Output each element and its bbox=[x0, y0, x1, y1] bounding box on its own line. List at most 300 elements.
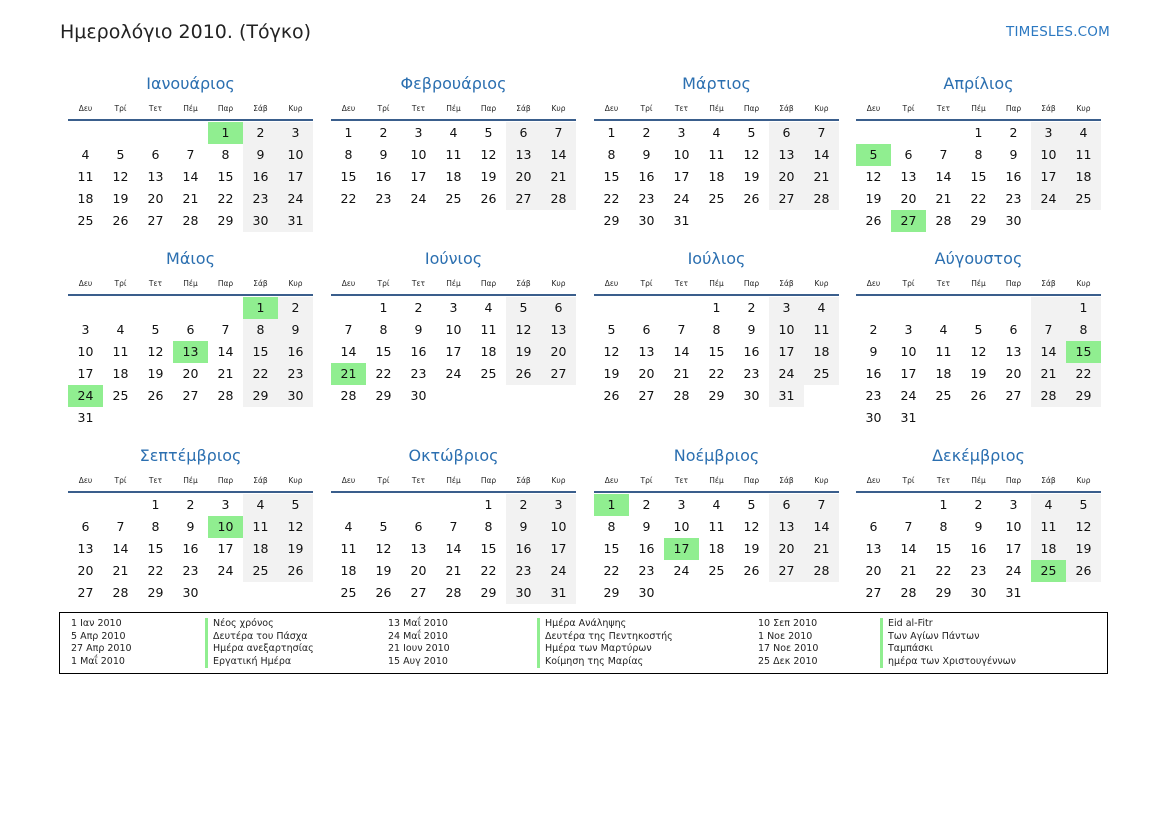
empty-cell bbox=[68, 297, 103, 319]
day-cell: 16 bbox=[278, 341, 313, 363]
day-cell: 17 bbox=[1005, 541, 1022, 556]
weekday-label: Σάβ bbox=[253, 475, 268, 485]
day-cell: 20 bbox=[182, 366, 199, 381]
weekday-label: Τετ bbox=[148, 278, 163, 288]
month-name: Μάρτιος bbox=[682, 74, 751, 93]
weekday-header bbox=[594, 472, 839, 488]
holiday-day-cell: 1 bbox=[594, 494, 629, 516]
empty-cell bbox=[243, 582, 278, 604]
day-cell: 21 bbox=[182, 191, 199, 206]
day-cell: 16 bbox=[506, 538, 541, 560]
day-cell: 24 bbox=[673, 191, 690, 206]
day-cell: 26 bbox=[278, 560, 313, 582]
day-cell: 30 bbox=[278, 385, 313, 407]
day-cell: 27 bbox=[410, 585, 427, 600]
holiday-name: Ημέρα Ανάληψης bbox=[537, 618, 626, 631]
empty-cell bbox=[208, 407, 243, 429]
day-cell: 14 bbox=[804, 144, 839, 166]
empty-cell bbox=[173, 407, 208, 429]
month-name: Φεβρουάριος bbox=[400, 74, 507, 93]
holiday-day-cell: 1 bbox=[243, 297, 278, 319]
day-cell: 23 bbox=[375, 191, 392, 206]
day-grid bbox=[594, 122, 839, 232]
empty-cell bbox=[804, 385, 839, 407]
month-name: Δεκέμβριος bbox=[932, 446, 1025, 465]
day-cell: 29 bbox=[243, 385, 278, 407]
weekday-label: Τρί bbox=[114, 475, 127, 485]
site-link[interactable]: TIMESLES.COM bbox=[1006, 24, 1110, 40]
empty-cell bbox=[734, 210, 769, 232]
day-cell: 20 bbox=[77, 563, 94, 578]
day-cell: 16 bbox=[182, 541, 199, 556]
day-cell: 18 bbox=[708, 169, 725, 184]
day-cell: 29 bbox=[1066, 385, 1101, 407]
legend-row bbox=[388, 630, 673, 644]
day-cell: 29 bbox=[375, 388, 392, 403]
day-cell: 24 bbox=[541, 560, 576, 582]
weekday-header bbox=[594, 275, 839, 291]
day-cell: 23 bbox=[638, 191, 655, 206]
day-cell: 31 bbox=[77, 410, 94, 425]
day-cell: 9 bbox=[747, 322, 756, 337]
day-cell: 4 bbox=[939, 322, 948, 337]
legend-row bbox=[388, 655, 644, 669]
day-cell: 7 bbox=[449, 519, 458, 534]
day-cell: 11 bbox=[445, 147, 462, 162]
month-name: Μάιος bbox=[166, 249, 215, 268]
holiday-name: Νέος χρόνος bbox=[205, 618, 274, 631]
day-cell: 10 bbox=[278, 144, 313, 166]
day-cell: 24 bbox=[769, 363, 804, 385]
weekday-label: Κυρ bbox=[1076, 103, 1091, 113]
day-cell: 10 bbox=[541, 516, 576, 538]
weekday-label: Τετ bbox=[148, 475, 163, 485]
day-cell: 1 bbox=[344, 125, 353, 140]
empty-cell bbox=[208, 297, 243, 319]
day-cell: 28 bbox=[804, 188, 839, 210]
day-cell: 8 bbox=[607, 147, 616, 162]
weekday-label: Πέμ bbox=[446, 475, 461, 485]
day-cell: 23 bbox=[506, 560, 541, 582]
day-cell: 7 bbox=[541, 122, 576, 144]
weekday-label: Κυρ bbox=[288, 103, 303, 113]
day-cell: 28 bbox=[340, 388, 357, 403]
day-cell: 25 bbox=[708, 191, 725, 206]
day-cell: 20 bbox=[769, 166, 804, 188]
day-cell: 13 bbox=[410, 541, 427, 556]
day-cell: 12 bbox=[480, 147, 497, 162]
month-block bbox=[594, 445, 839, 604]
day-cell: 14 bbox=[935, 169, 952, 184]
month-name: Ιούνιος bbox=[424, 249, 483, 268]
month-name: Ιούλιος bbox=[687, 249, 746, 268]
weekday-label: Κυρ bbox=[288, 278, 303, 288]
day-cell: 23 bbox=[278, 363, 313, 385]
weekday-label: Τρί bbox=[377, 475, 390, 485]
day-cell: 7 bbox=[939, 147, 948, 162]
day-cell: 6 bbox=[642, 322, 651, 337]
day-cell: 7 bbox=[804, 494, 839, 516]
day-cell: 19 bbox=[865, 191, 882, 206]
day-cell: 4 bbox=[804, 297, 839, 319]
month-name: Σεπτέμβριος bbox=[139, 446, 242, 465]
empty-cell bbox=[68, 122, 103, 144]
month-divider bbox=[594, 294, 839, 296]
day-cell: 3 bbox=[1031, 122, 1066, 144]
day-cell: 29 bbox=[970, 213, 987, 228]
day-cell: 8 bbox=[1066, 319, 1101, 341]
day-cell: 22 bbox=[340, 191, 357, 206]
day-cell: 5 bbox=[116, 147, 125, 162]
day-cell: 3 bbox=[769, 297, 804, 319]
empty-cell bbox=[103, 494, 138, 516]
day-grid bbox=[68, 494, 313, 604]
empty-cell bbox=[1031, 407, 1066, 429]
day-cell: 1 bbox=[379, 300, 388, 315]
day-cell: 5 bbox=[278, 494, 313, 516]
month-block bbox=[856, 248, 1101, 429]
day-cell: 13 bbox=[1005, 344, 1022, 359]
day-cell: 22 bbox=[603, 191, 620, 206]
day-cell: 20 bbox=[410, 563, 427, 578]
day-cell: 23 bbox=[970, 563, 987, 578]
holiday-name: Δευτέρα της Πεντηκοστής bbox=[537, 631, 673, 644]
weekday-header bbox=[331, 472, 576, 488]
day-cell: 13 bbox=[541, 319, 576, 341]
day-cell: 29 bbox=[603, 213, 620, 228]
day-cell: 28 bbox=[1031, 385, 1066, 407]
month-block bbox=[331, 248, 576, 407]
empty-cell bbox=[138, 407, 173, 429]
weekday-label: Κυρ bbox=[551, 278, 566, 288]
day-cell: 19 bbox=[743, 541, 760, 556]
empty-cell bbox=[331, 297, 366, 319]
month-divider bbox=[331, 491, 576, 493]
weekday-label: Πέμ bbox=[971, 103, 986, 113]
day-cell: 18 bbox=[340, 563, 357, 578]
day-cell: 27 bbox=[541, 363, 576, 385]
day-cell: 26 bbox=[1066, 560, 1101, 582]
day-cell: 3 bbox=[904, 322, 913, 337]
day-cell: 15 bbox=[708, 344, 725, 359]
day-cell: 12 bbox=[1066, 516, 1101, 538]
day-cell: 19 bbox=[112, 191, 129, 206]
month-name: Οκτώβριος bbox=[408, 446, 499, 465]
empty-cell bbox=[629, 297, 664, 319]
day-cell: 2 bbox=[642, 125, 651, 140]
day-cell: 22 bbox=[480, 563, 497, 578]
weekday-label: Τετ bbox=[148, 103, 163, 113]
day-cell: 14 bbox=[445, 541, 462, 556]
day-cell: 18 bbox=[112, 366, 129, 381]
day-cell: 9 bbox=[186, 519, 195, 534]
day-cell: 22 bbox=[935, 563, 952, 578]
holiday-date: 24 Μαΐ 2010 bbox=[388, 630, 448, 642]
day-grid bbox=[68, 297, 313, 429]
day-cell: 12 bbox=[743, 147, 760, 162]
month-name: Αύγουστος bbox=[934, 249, 1023, 268]
day-cell: 5 bbox=[607, 322, 616, 337]
day-cell: 29 bbox=[603, 585, 620, 600]
empty-cell bbox=[1031, 297, 1066, 319]
day-cell: 19 bbox=[1066, 538, 1101, 560]
day-cell: 3 bbox=[81, 322, 90, 337]
day-cell: 14 bbox=[112, 541, 129, 556]
day-cell: 13 bbox=[506, 144, 541, 166]
empty-cell bbox=[331, 494, 366, 516]
weekday-label: Σάβ bbox=[1041, 278, 1056, 288]
weekday-header bbox=[594, 100, 839, 116]
day-cell: 26 bbox=[480, 191, 497, 206]
day-cell: 23 bbox=[638, 563, 655, 578]
holiday-day-cell: 25 bbox=[1031, 560, 1066, 582]
day-cell: 25 bbox=[804, 363, 839, 385]
day-cell: 2 bbox=[243, 122, 278, 144]
day-cell: 29 bbox=[708, 388, 725, 403]
weekday-label: Τρί bbox=[114, 103, 127, 113]
day-cell: 11 bbox=[708, 519, 725, 534]
weekday-label: Δευ bbox=[341, 103, 356, 113]
day-cell: 18 bbox=[77, 191, 94, 206]
holiday-date: 5 Απρ 2010 bbox=[71, 630, 126, 642]
day-cell: 2 bbox=[747, 300, 756, 315]
day-cell: 16 bbox=[375, 169, 392, 184]
empty-cell bbox=[996, 297, 1031, 319]
weekday-label: Τρί bbox=[377, 278, 390, 288]
day-cell: 11 bbox=[708, 147, 725, 162]
day-cell: 6 bbox=[506, 122, 541, 144]
weekday-label: Πέμ bbox=[446, 103, 461, 113]
empty-cell bbox=[961, 407, 996, 429]
day-cell: 5 bbox=[379, 519, 388, 534]
legend-row bbox=[388, 643, 652, 656]
day-cell: 17 bbox=[217, 541, 234, 556]
day-cell: 4 bbox=[81, 147, 90, 162]
day-cell: 16 bbox=[970, 541, 987, 556]
day-cell: 17 bbox=[410, 169, 427, 184]
holiday-date: 21 Ιουν 2010 bbox=[388, 643, 450, 655]
day-cell: 4 bbox=[712, 497, 721, 512]
weekday-label: Τρί bbox=[902, 475, 915, 485]
empty-cell bbox=[891, 122, 926, 144]
weekday-label: Σάβ bbox=[779, 475, 794, 485]
day-cell: 9 bbox=[379, 147, 388, 162]
day-cell: 5 bbox=[484, 125, 493, 140]
day-cell: 21 bbox=[112, 563, 129, 578]
day-cell: 13 bbox=[900, 169, 917, 184]
holiday-day-cell: 17 bbox=[664, 538, 699, 560]
day-cell: 17 bbox=[77, 366, 94, 381]
day-cell: 13 bbox=[77, 541, 94, 556]
day-cell: 22 bbox=[375, 366, 392, 381]
day-cell: 17 bbox=[900, 366, 917, 381]
holiday-name: ημέρα των Χριστουγέννων bbox=[880, 656, 1016, 669]
day-cell: 9 bbox=[243, 144, 278, 166]
day-cell: 22 bbox=[970, 191, 987, 206]
day-cell: 16 bbox=[743, 344, 760, 359]
weekday-label: Τετ bbox=[674, 475, 689, 485]
day-cell: 22 bbox=[147, 563, 164, 578]
month-divider bbox=[331, 119, 576, 121]
day-cell: 27 bbox=[506, 188, 541, 210]
day-cell: 30 bbox=[506, 582, 541, 604]
day-cell: 30 bbox=[638, 213, 655, 228]
day-cell: 19 bbox=[278, 538, 313, 560]
weekday-label: Πέμ bbox=[971, 475, 986, 485]
day-cell: 16 bbox=[410, 344, 427, 359]
weekday-label: Τετ bbox=[674, 103, 689, 113]
day-cell: 14 bbox=[900, 541, 917, 556]
day-cell: 27 bbox=[147, 213, 164, 228]
day-cell: 27 bbox=[1005, 388, 1022, 403]
day-cell: 6 bbox=[1009, 322, 1018, 337]
empty-cell bbox=[436, 385, 471, 407]
legend-row bbox=[71, 618, 274, 631]
day-cell: 16 bbox=[1005, 169, 1022, 184]
weekday-label: Τρί bbox=[640, 278, 653, 288]
day-cell: 7 bbox=[1031, 319, 1066, 341]
empty-cell bbox=[68, 494, 103, 516]
day-cell: 10 bbox=[1031, 144, 1066, 166]
day-cell: 8 bbox=[607, 519, 616, 534]
empty-cell bbox=[1066, 210, 1101, 232]
day-cell: 18 bbox=[243, 538, 278, 560]
holiday-day-cell: 13 bbox=[173, 341, 208, 363]
day-cell: 13 bbox=[147, 169, 164, 184]
day-cell: 7 bbox=[677, 322, 686, 337]
day-cell: 6 bbox=[869, 519, 878, 534]
day-cell: 31 bbox=[900, 410, 917, 425]
day-cell: 28 bbox=[182, 213, 199, 228]
day-cell: 19 bbox=[603, 366, 620, 381]
weekday-label: Τετ bbox=[936, 475, 951, 485]
day-cell: 22 bbox=[217, 191, 234, 206]
holiday-day-cell: 15 bbox=[1066, 341, 1101, 363]
legend-row bbox=[71, 655, 292, 669]
day-cell: 31 bbox=[673, 213, 690, 228]
day-cell: 1 bbox=[151, 497, 160, 512]
day-cell: 24 bbox=[217, 563, 234, 578]
weekday-label: Τρί bbox=[377, 103, 390, 113]
weekday-label: Παρ bbox=[217, 278, 234, 288]
day-cell: 11 bbox=[340, 541, 357, 556]
empty-cell bbox=[996, 407, 1031, 429]
day-grid bbox=[856, 494, 1101, 604]
weekday-label: Παρ bbox=[1005, 475, 1022, 485]
holiday-name: Κοίμηση της Μαρίας bbox=[537, 656, 643, 669]
weekday-label: Δευ bbox=[78, 475, 93, 485]
weekday-label: Δευ bbox=[604, 103, 619, 113]
day-cell: 26 bbox=[743, 191, 760, 206]
day-cell: 25 bbox=[77, 213, 94, 228]
day-cell: 28 bbox=[804, 560, 839, 582]
empty-cell bbox=[594, 297, 629, 319]
day-cell: 14 bbox=[541, 144, 576, 166]
holiday-date: 13 Μαΐ 2010 bbox=[388, 618, 448, 629]
holiday-day-cell: 1 bbox=[208, 122, 243, 144]
weekday-label: Σάβ bbox=[779, 103, 794, 113]
day-cell: 12 bbox=[278, 516, 313, 538]
day-cell: 16 bbox=[638, 169, 655, 184]
legend-column bbox=[71, 618, 314, 668]
day-cell: 6 bbox=[186, 322, 195, 337]
day-cell: 9 bbox=[1009, 147, 1018, 162]
empty-cell bbox=[541, 385, 576, 407]
empty-cell bbox=[961, 297, 996, 319]
day-cell: 5 bbox=[151, 322, 160, 337]
month-divider bbox=[68, 294, 313, 296]
day-cell: 28 bbox=[445, 585, 462, 600]
day-cell: 2 bbox=[278, 297, 313, 319]
holiday-date: 1 Νοε 2010 bbox=[758, 630, 813, 642]
weekday-label: Τρί bbox=[640, 475, 653, 485]
day-cell: 6 bbox=[769, 122, 804, 144]
day-cell: 2 bbox=[1009, 125, 1018, 140]
day-cell: 4 bbox=[344, 519, 353, 534]
day-cell: 3 bbox=[677, 497, 686, 512]
empty-cell bbox=[401, 494, 436, 516]
day-cell: 26 bbox=[970, 388, 987, 403]
empty-cell bbox=[926, 122, 961, 144]
day-cell: 13 bbox=[638, 344, 655, 359]
holiday-name: Δευτέρα του Πάσχα bbox=[205, 631, 308, 644]
month-divider bbox=[68, 491, 313, 493]
holiday-day-cell: 27 bbox=[891, 210, 926, 232]
empty-cell bbox=[1066, 582, 1101, 604]
day-cell: 10 bbox=[1005, 519, 1022, 534]
day-cell: 10 bbox=[900, 344, 917, 359]
empty-cell bbox=[856, 122, 891, 144]
day-cell: 22 bbox=[708, 366, 725, 381]
empty-cell bbox=[436, 494, 471, 516]
day-cell: 7 bbox=[221, 322, 230, 337]
day-cell: 10 bbox=[410, 147, 427, 162]
day-cell: 4 bbox=[1031, 494, 1066, 516]
day-cell: 30 bbox=[743, 388, 760, 403]
day-cell: 5 bbox=[974, 322, 983, 337]
day-cell: 1 bbox=[974, 125, 983, 140]
weekday-label: Σάβ bbox=[516, 475, 531, 485]
day-cell: 2 bbox=[642, 497, 651, 512]
weekday-label: Σάβ bbox=[1041, 475, 1056, 485]
day-cell: 18 bbox=[708, 541, 725, 556]
day-cell: 4 bbox=[243, 494, 278, 516]
weekday-header bbox=[68, 275, 313, 291]
empty-cell bbox=[856, 297, 891, 319]
weekday-label: Τετ bbox=[411, 278, 426, 288]
day-cell: 21 bbox=[673, 366, 690, 381]
day-grid bbox=[856, 297, 1101, 429]
weekday-label: Σάβ bbox=[779, 278, 794, 288]
month-divider bbox=[856, 294, 1101, 296]
day-cell: 11 bbox=[1031, 516, 1066, 538]
day-cell: 21 bbox=[804, 166, 839, 188]
day-cell: 15 bbox=[243, 341, 278, 363]
weekday-label: Δευ bbox=[341, 475, 356, 485]
weekday-label: Παρ bbox=[1005, 103, 1022, 113]
month-block bbox=[331, 73, 576, 210]
day-cell: 12 bbox=[506, 319, 541, 341]
day-cell: 11 bbox=[804, 319, 839, 341]
day-cell: 30 bbox=[865, 410, 882, 425]
empty-cell bbox=[856, 494, 891, 516]
day-cell: 28 bbox=[900, 585, 917, 600]
weekday-label: Τρί bbox=[640, 103, 653, 113]
day-cell: 28 bbox=[112, 585, 129, 600]
month-block bbox=[594, 73, 839, 232]
day-cell: 30 bbox=[182, 585, 199, 600]
empty-cell bbox=[138, 297, 173, 319]
